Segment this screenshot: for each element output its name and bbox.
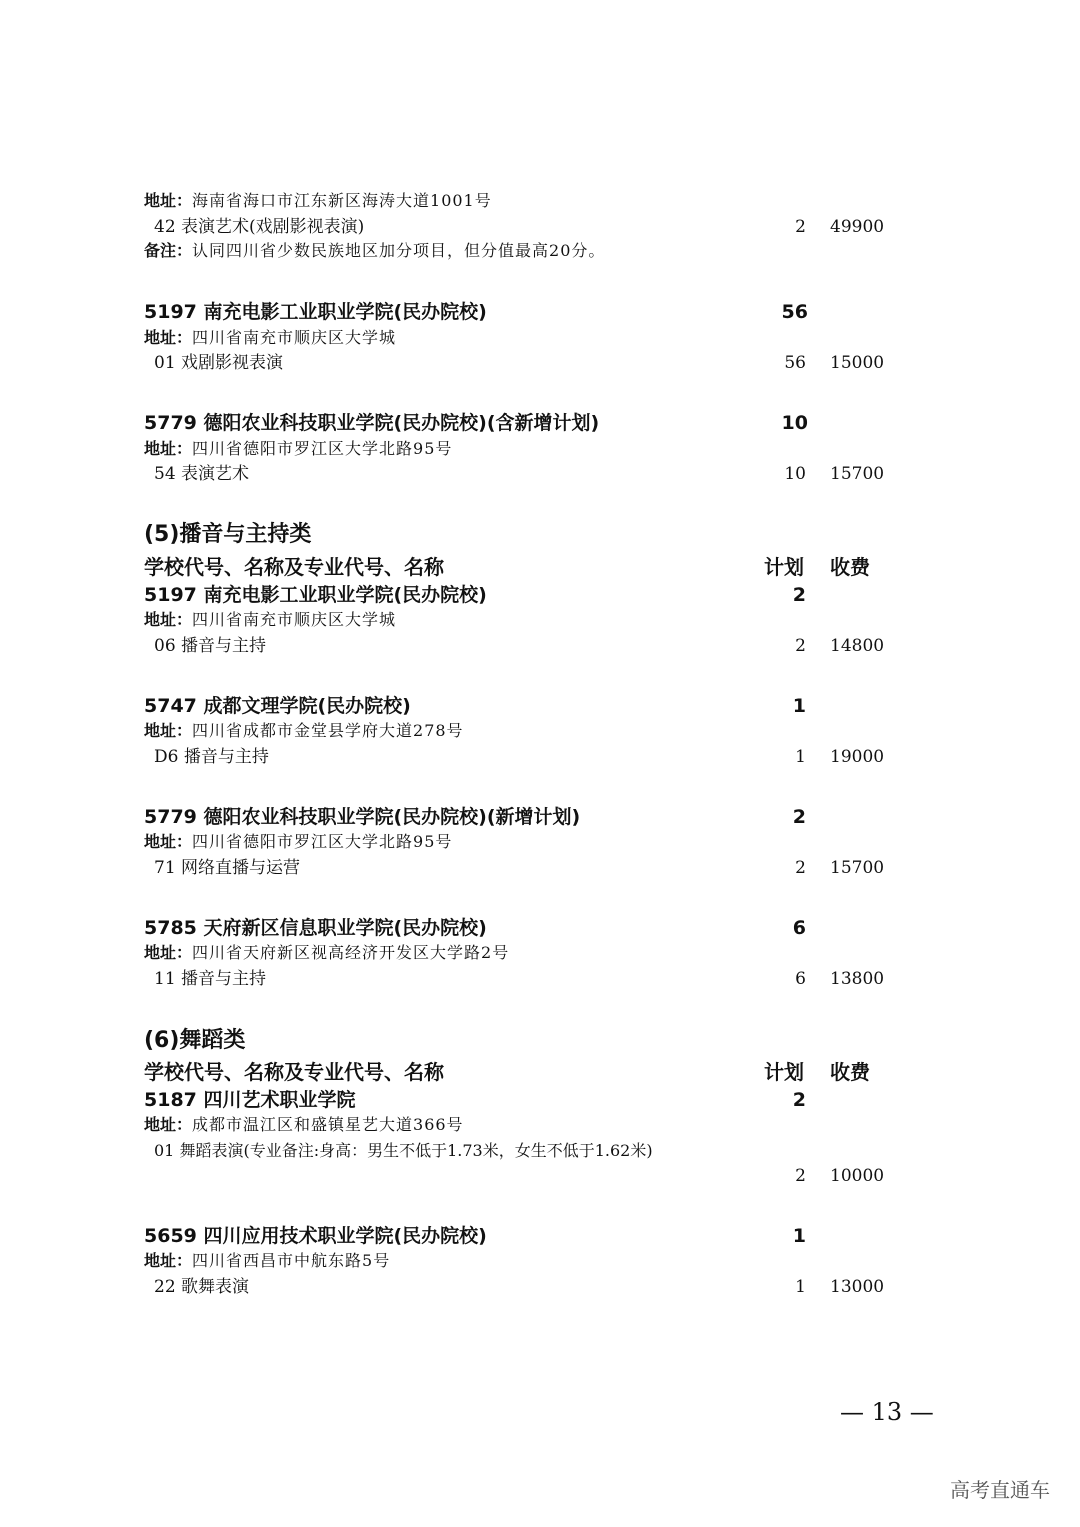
major-fee: 19000 bbox=[830, 747, 885, 767]
major-fee: 15700 bbox=[830, 858, 885, 878]
major-line: 11 播音与主持 bbox=[154, 969, 267, 989]
school-title: 5187 四川艺术职业学院 bbox=[144, 1089, 356, 1111]
column-header-name: 学校代号、名称及专业代号、名称 bbox=[144, 555, 444, 579]
major-plan: 56 bbox=[784, 353, 806, 373]
major-fee: 15000 bbox=[830, 353, 885, 373]
school-title: 5197 南充电影工业职业学院(民办院校) bbox=[144, 584, 487, 606]
major-plan: 2 bbox=[795, 636, 806, 656]
address-text: 海南省海口市江东新区海涛大道1001号 bbox=[192, 191, 492, 210]
major-fee: 14800 bbox=[830, 636, 885, 656]
major-line: 42 表演艺术(戏剧影视表演) bbox=[154, 217, 365, 237]
address-line bbox=[144, 1117, 464, 1133]
address-label: 地址： bbox=[144, 610, 193, 629]
address-line bbox=[144, 1253, 390, 1269]
column-header-fee: 收费 bbox=[830, 555, 870, 579]
note-label: 备注： bbox=[144, 241, 193, 260]
column-header-plan: 计划 bbox=[764, 555, 804, 579]
address-label: 地址： bbox=[144, 1115, 193, 1134]
school-plan: 56 bbox=[781, 301, 808, 323]
address-line bbox=[144, 441, 452, 457]
address-label: 地址： bbox=[144, 191, 193, 210]
school-plan: 6 bbox=[792, 917, 806, 939]
major-plan: 2 bbox=[795, 858, 806, 878]
school-plan: 1 bbox=[792, 1225, 806, 1247]
major-line: 54 表演艺术 bbox=[154, 464, 250, 484]
address-line bbox=[144, 193, 492, 209]
major-plan: 1 bbox=[795, 1277, 806, 1297]
school-plan: 10 bbox=[781, 412, 808, 434]
address-line bbox=[144, 945, 509, 961]
address-line bbox=[144, 723, 464, 739]
section-title: (6)舞蹈类 bbox=[144, 1028, 246, 1053]
address-text: 四川省天府新区视高经济开发区大学路2号 bbox=[192, 943, 510, 962]
school-plan: 1 bbox=[792, 695, 806, 717]
major-line: D6 播音与主持 bbox=[154, 747, 269, 767]
address-text: 四川省德阳市罗江区大学北路95号 bbox=[192, 832, 453, 851]
address-label: 地址： bbox=[144, 1251, 193, 1270]
page-number: — 13 — bbox=[840, 1398, 934, 1426]
column-header-plan: 计划 bbox=[764, 1060, 804, 1084]
school-title: 5659 四川应用技术职业学院(民办院校) bbox=[144, 1225, 487, 1247]
address-text: 四川省德阳市罗江区大学北路95号 bbox=[192, 439, 453, 458]
school-plan: 2 bbox=[792, 806, 806, 828]
address-line bbox=[144, 612, 396, 628]
column-header-name: 学校代号、名称及专业代号、名称 bbox=[144, 1060, 444, 1084]
note-line bbox=[144, 243, 605, 259]
note-text: 认同四川省少数民族地区加分项目，但分值最高20分。 bbox=[192, 241, 606, 260]
major-plan: 2 bbox=[795, 1166, 806, 1186]
major-line: 22 歌舞表演 bbox=[154, 1277, 250, 1297]
address-label: 地址： bbox=[144, 439, 193, 458]
school-title: 5747 成都文理学院(民办院校) bbox=[144, 695, 411, 717]
major-line: 01 舞蹈表演(专业备注:身高：男生不低于1.73米，女生不低于1.62米) bbox=[154, 1141, 653, 1160]
address-text: 四川省成都市金堂县学府大道278号 bbox=[192, 721, 464, 740]
address-label: 地址： bbox=[144, 328, 193, 347]
major-fee: 13800 bbox=[830, 969, 885, 989]
school-title: 5197 南充电影工业职业学院(民办院校) bbox=[144, 301, 487, 323]
address-line bbox=[144, 330, 396, 346]
address-text: 四川省西昌市中航东路5号 bbox=[192, 1251, 391, 1270]
address-label: 地址： bbox=[144, 832, 193, 851]
major-line: 01 戏剧影视表演 bbox=[154, 353, 284, 373]
major-plan: 6 bbox=[795, 969, 806, 989]
major-plan: 10 bbox=[784, 464, 806, 484]
school-title: 5779 德阳农业科技职业学院(民办院校)(新增计划) bbox=[144, 806, 581, 828]
major-line: 06 播音与主持 bbox=[154, 636, 267, 656]
address-label: 地址： bbox=[144, 721, 193, 740]
school-plan: 2 bbox=[792, 584, 806, 606]
major-line: 71 网络直播与运营 bbox=[154, 858, 301, 878]
major-plan: 1 bbox=[795, 747, 806, 767]
address-label: 地址： bbox=[144, 943, 193, 962]
address-text: 四川省南充市顺庆区大学城 bbox=[192, 610, 397, 629]
column-header-fee: 收费 bbox=[830, 1060, 870, 1084]
major-fee: 10000 bbox=[830, 1166, 885, 1186]
address-text: 四川省南充市顺庆区大学城 bbox=[192, 328, 397, 347]
address-line bbox=[144, 834, 452, 850]
school-title: 5785 天府新区信息职业学院(民办院校) bbox=[144, 917, 487, 939]
school-title: 5779 德阳农业科技职业学院(民办院校)(含新增计划) bbox=[144, 412, 600, 434]
major-fee: 13000 bbox=[830, 1277, 885, 1297]
section-title: (5)播音与主持类 bbox=[144, 522, 312, 547]
watermark: 高考直通车 bbox=[950, 1478, 1050, 1502]
major-fee: 49900 bbox=[830, 217, 885, 237]
address-text: 成都市温江区和盛镇星艺大道366号 bbox=[192, 1115, 464, 1134]
school-plan: 2 bbox=[792, 1089, 806, 1111]
major-fee: 15700 bbox=[830, 464, 885, 484]
major-plan: 2 bbox=[795, 217, 806, 237]
